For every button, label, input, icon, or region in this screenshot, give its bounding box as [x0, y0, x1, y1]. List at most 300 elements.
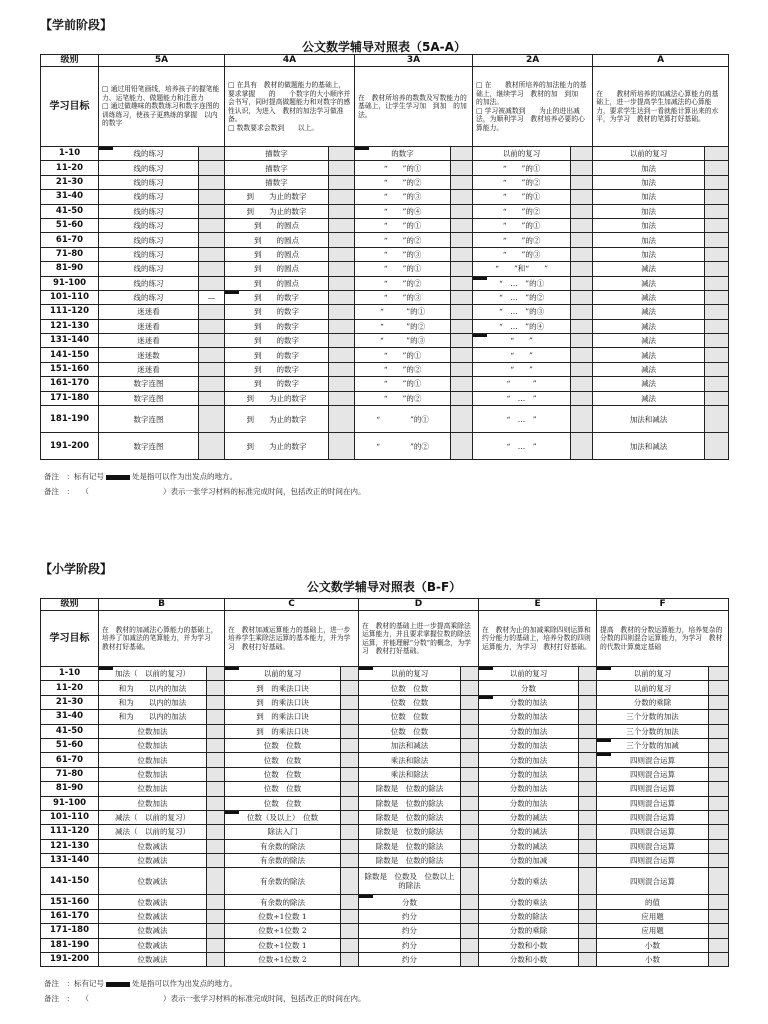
time-cell: [341, 909, 359, 923]
time-cell: [461, 767, 479, 781]
goal-f: 提高 教材的分数运算能力，培养复杂的分数的四则混合运算能力，为学习 教材的代数计算奠定基础: [597, 611, 729, 667]
time-cell: [329, 391, 355, 405]
content-cell: 到 的数字: [225, 348, 329, 362]
level-cell: 121-130: [41, 839, 99, 853]
content-cell: 分数的加法: [479, 753, 579, 767]
col-header-b: B: [99, 599, 225, 611]
time-cell: [579, 724, 597, 738]
time-cell: [199, 218, 225, 232]
content-cell: “ ”的①: [355, 406, 451, 433]
time-cell: [579, 895, 597, 909]
table-row: [41, 348, 729, 362]
note-time-text-b: ）表示一张学习材料的标准完成时间，包括改正的时间在内。: [163, 994, 366, 1003]
content-cell: 加法: [593, 247, 705, 261]
time-cell: [709, 839, 729, 853]
level-cell: 1-10: [41, 667, 99, 681]
time-cell: [451, 348, 473, 362]
time-cell: [199, 247, 225, 261]
content-cell: “ ”的②: [473, 175, 571, 189]
table-row: [41, 319, 729, 333]
content-cell: 以前的复习: [479, 667, 579, 681]
content-cell: 位数 位数: [225, 738, 341, 752]
content-cell: 加法和减法: [593, 433, 705, 460]
goal-row: [41, 611, 729, 667]
time-cell: [199, 433, 225, 460]
content-cell: 分数的加法: [479, 724, 579, 738]
content-cell: 数字连图: [99, 433, 199, 460]
table-row: [41, 938, 729, 952]
time-cell: [705, 334, 729, 348]
table-row: [41, 854, 729, 868]
time-cell: [329, 348, 355, 362]
content-cell: 到 的圆点: [225, 276, 329, 290]
content-cell: 四则混合运算: [597, 854, 709, 868]
note-time: [44, 486, 366, 497]
time-cell: [199, 319, 225, 333]
time-cell: [571, 290, 593, 304]
time-cell: [451, 247, 473, 261]
content-cell: 到 的乘法口诀: [225, 681, 341, 695]
col-header-d: D: [359, 599, 479, 611]
time-cell: [451, 305, 473, 319]
content-cell: 除数是 位数的除法: [359, 854, 461, 868]
content-cell: “ ”的③: [355, 334, 451, 348]
content-cell: 位数 位数: [225, 753, 341, 767]
content-cell: 到 为止的数字: [225, 204, 329, 218]
level-cell: 131-140: [41, 334, 99, 348]
content-cell: “ … ”的③: [473, 305, 571, 319]
checkbox-icon: □: [102, 85, 111, 94]
content-cell: 加法: [593, 190, 705, 204]
note-time-2: [44, 993, 366, 1004]
time-cell: [207, 667, 225, 681]
content-cell: 减法: [593, 262, 705, 276]
level-cell: 61-70: [41, 753, 99, 767]
level-header: 级别: [41, 599, 99, 611]
time-cell: [461, 839, 479, 853]
content-cell: 分数和小数: [479, 953, 579, 967]
content-cell: 位数÷1位数 2: [225, 924, 341, 938]
content-cell: 位数减法: [99, 839, 207, 853]
time-cell: [451, 262, 473, 276]
content-cell: 减法: [593, 348, 705, 362]
time-cell: [461, 710, 479, 724]
time-cell: [341, 695, 359, 709]
time-cell: [461, 796, 479, 810]
table-row: [41, 839, 729, 853]
content-cell: 约分: [359, 938, 461, 952]
time-cell: [709, 810, 729, 824]
table-row: [41, 433, 729, 460]
content-cell: 分数的减法: [479, 810, 579, 824]
time-cell: [571, 276, 593, 290]
time-cell: [705, 233, 729, 247]
level-cell: 161-170: [41, 909, 99, 923]
content-cell: 位数加法: [99, 738, 207, 752]
content-cell: 加法: [593, 175, 705, 189]
time-cell: [579, 868, 597, 895]
time-cell: [579, 695, 597, 709]
time-cell: [571, 204, 593, 218]
content-cell: 位数 位数: [359, 724, 461, 738]
checkbox-icon: □: [228, 123, 237, 132]
time-cell: [579, 854, 597, 868]
time-cell: [207, 924, 225, 938]
col-header-5a: 5A: [99, 55, 225, 67]
level-cell: 51-60: [41, 218, 99, 232]
time-cell: [571, 147, 593, 161]
time-cell: [571, 362, 593, 376]
content-cell: 迷迷数: [99, 348, 199, 362]
table-row: [41, 825, 729, 839]
table-row: [41, 406, 729, 433]
time-cell: [207, 695, 225, 709]
content-cell: 四则混合运算: [597, 825, 709, 839]
time-cell: [579, 710, 597, 724]
table-row: [41, 753, 729, 767]
note-time-text-b: ）表示一张学习材料的标准完成时间，包括改正的时间在内。: [163, 487, 366, 496]
time-cell: [341, 953, 359, 967]
content-cell: 小数: [597, 938, 709, 952]
level-cell: 91-100: [41, 796, 99, 810]
level-cell: 111-120: [41, 825, 99, 839]
level-cell: 1-10: [41, 147, 99, 161]
time-cell: [571, 233, 593, 247]
content-cell: 有余数的除法: [225, 839, 341, 853]
time-cell: [451, 334, 473, 348]
time-cell: [451, 391, 473, 405]
time-cell: [199, 305, 225, 319]
content-cell: 到 的数字: [225, 334, 329, 348]
content-cell: “ ”: [473, 348, 571, 362]
content-cell: 四则混合运算: [597, 796, 709, 810]
time-cell: [341, 839, 359, 853]
table-row: [41, 724, 729, 738]
time-cell: [199, 233, 225, 247]
stage-label-primary: 【小学阶段】: [40, 562, 113, 576]
level-cell: 181-190: [41, 938, 99, 952]
table-row: [41, 681, 729, 695]
time-cell: [461, 938, 479, 952]
content-cell: 分数的除法: [479, 909, 579, 923]
time-cell: [341, 868, 359, 895]
table-row: [41, 953, 729, 967]
checkbox-icon: □: [476, 106, 485, 115]
content-cell: 加法和减法: [359, 738, 461, 752]
time-cell: [571, 406, 593, 433]
content-cell: 除数是 位数的除法: [359, 810, 461, 824]
content-cell: 减法: [593, 391, 705, 405]
content-cell: 减法: [593, 377, 705, 391]
content-cell: “ ”的①: [355, 218, 451, 232]
content-cell: 位数减法: [99, 895, 207, 909]
content-cell: “ ”: [473, 362, 571, 376]
time-cell: —: [199, 290, 225, 304]
content-cell: 除数是 位数及 位数以上的除法: [359, 868, 461, 895]
time-cell: [705, 175, 729, 189]
time-cell: [709, 924, 729, 938]
content-cell: 和为 以内的加法: [99, 681, 207, 695]
note-start-marker-2: [44, 978, 237, 989]
level-cell: 71-80: [41, 247, 99, 261]
content-cell: 乘法和除法: [359, 753, 461, 767]
content-cell: “ ”的①: [355, 348, 451, 362]
time-cell: [705, 290, 729, 304]
level-cell: 31-40: [41, 190, 99, 204]
time-cell: [207, 753, 225, 767]
content-cell: 和为 以内的加法: [99, 695, 207, 709]
table-row: [41, 204, 729, 218]
time-cell: [207, 938, 225, 952]
content-cell: 减法（ 以前的复习）: [99, 810, 207, 824]
content-cell: 位数加法: [99, 724, 207, 738]
time-cell: [329, 305, 355, 319]
goal-d: 在 教材的基础上进一步提高乘除法运算能力，并且要求掌握位数的除法运算，并能理解“分数”的概念，为学习 教材打好基础。: [359, 611, 479, 667]
time-cell: [207, 767, 225, 781]
time-cell: [451, 319, 473, 333]
time-cell: [207, 724, 225, 738]
goal-3a: 在 教材所培养的数数及写数能力的基础上，让学生学习加 到加 的加法。: [355, 67, 473, 147]
content-cell: “ ”的②: [355, 233, 451, 247]
time-cell: [709, 825, 729, 839]
time-cell: [341, 667, 359, 681]
content-cell: “ ”的①: [355, 262, 451, 276]
content-cell: 位数 位数: [359, 710, 461, 724]
time-cell: [329, 204, 355, 218]
content-cell: 线的练习: [99, 233, 199, 247]
time-cell: [571, 334, 593, 348]
time-cell: [207, 909, 225, 923]
content-cell: 减法: [593, 276, 705, 290]
level-cell: 181-190: [41, 406, 99, 433]
content-cell: 三个分数的加法: [597, 710, 709, 724]
time-cell: [329, 247, 355, 261]
time-cell: [329, 290, 355, 304]
time-cell: [329, 362, 355, 376]
time-cell: [571, 319, 593, 333]
content-cell: 分数和小数: [479, 938, 579, 952]
time-cell: [709, 724, 729, 738]
table-title-5a-a: 公文数学辅导对照表（5A-A）: [302, 40, 466, 54]
time-cell: [461, 924, 479, 938]
content-cell: 位数减法: [99, 909, 207, 923]
content-cell: “ ”的②: [355, 276, 451, 290]
content-cell: 约分: [359, 953, 461, 967]
time-cell: [461, 695, 479, 709]
content-cell: 到 的圆点: [225, 218, 329, 232]
content-cell: 分数的加法: [479, 796, 579, 810]
level-cell: 81-90: [41, 782, 99, 796]
table-row: [41, 218, 729, 232]
content-cell: 加法: [593, 161, 705, 175]
time-cell: [341, 825, 359, 839]
content-cell: 四则混合运算: [597, 839, 709, 853]
note-start-text-b: 处是指可以作为出发点的地方。: [132, 472, 237, 481]
content-cell: 位数 位数: [225, 782, 341, 796]
table-row: [41, 924, 729, 938]
time-cell: [709, 782, 729, 796]
content-cell: 分数的乘法: [479, 895, 579, 909]
time-cell: [705, 406, 729, 433]
content-cell: 位数减法: [99, 868, 207, 895]
time-cell: [341, 854, 359, 868]
time-cell: [709, 738, 729, 752]
time-cell: [329, 377, 355, 391]
content-cell: 位数减法: [99, 953, 207, 967]
time-cell: [705, 319, 729, 333]
level-cell: 31-40: [41, 710, 99, 724]
time-cell: [207, 825, 225, 839]
content-cell: 约分: [359, 924, 461, 938]
time-cell: [579, 767, 597, 781]
time-cell: [207, 953, 225, 967]
table-row: [41, 334, 729, 348]
level-cell: 11-20: [41, 681, 99, 695]
header-row: [41, 599, 729, 611]
time-cell: [579, 667, 597, 681]
level-cell: 111-120: [41, 305, 99, 319]
checkbox-icon: □: [476, 81, 485, 89]
content-cell: 以前的复习: [473, 147, 571, 161]
content-cell: 四则混合运算: [597, 767, 709, 781]
table-row: [41, 262, 729, 276]
time-cell: [709, 938, 729, 952]
content-cell: “ ”: [473, 377, 571, 391]
content-cell: 分数的加减: [479, 854, 579, 868]
content-cell: “ ”的②: [355, 175, 451, 189]
note-start-text-a: 备注 ：标有记号: [44, 979, 104, 988]
time-cell: [207, 681, 225, 695]
time-cell: [461, 909, 479, 923]
content-cell: 到 的乘法口诀: [225, 710, 341, 724]
content-cell: 到 的乘法口诀: [225, 695, 341, 709]
level-cell: 161-170: [41, 377, 99, 391]
time-cell: [199, 190, 225, 204]
col-header-c: C: [225, 599, 359, 611]
time-cell: [207, 854, 225, 868]
table-row: [41, 695, 729, 709]
content-cell: 分数的加法: [479, 782, 579, 796]
table-row: [41, 895, 729, 909]
table-row: [41, 290, 729, 304]
header-row: [41, 55, 729, 67]
content-cell: 位数 位数: [359, 681, 461, 695]
level-cell: 191-200: [41, 953, 99, 967]
content-cell: 减法: [593, 362, 705, 376]
content-cell: 分数的加法: [479, 738, 579, 752]
time-cell: [461, 724, 479, 738]
time-cell: [451, 161, 473, 175]
goal-e: 在 教材为止的加减乘除四则运算和约分能力的基础上，培养分数的四则运算能力，为学习 教材打好基础。: [479, 611, 597, 667]
content-cell: 到 的数字: [225, 319, 329, 333]
time-cell: [461, 895, 479, 909]
level-cell: 71-80: [41, 767, 99, 781]
time-cell: [341, 681, 359, 695]
content-cell: 到 为止的数字: [225, 406, 329, 433]
time-cell: [571, 391, 593, 405]
content-cell: 到 的圆点: [225, 247, 329, 261]
time-cell: [329, 276, 355, 290]
content-cell: “ ”的①: [355, 161, 451, 175]
note-start-marker: [44, 471, 237, 482]
col-header-3a: 3A: [355, 55, 473, 67]
time-cell: [329, 334, 355, 348]
note-start-text-b: 处是指可以作为出发点的地方。: [132, 979, 237, 988]
goal-b: 在 教材的加减法心算能力的基础上，培养了加减法的笔算能力，并为学习 教材打好基础。: [99, 611, 225, 667]
goal-4a: □ 在具有 教材的做题能力的基础上，要求掌握 的 个数字的大小顺序并会书写，同时提高做题能力和对数字的感性认识，为进入 教材的加法学习做准备。 □ 数数要求会数到 以上。: [225, 67, 355, 147]
content-cell: 减法: [593, 305, 705, 319]
table-title-b-f: 公文数学辅导对照表（B-F）: [306, 580, 462, 594]
content-cell: 分数的加法: [479, 710, 579, 724]
time-cell: [709, 710, 729, 724]
time-cell: [199, 204, 225, 218]
time-cell: [709, 953, 729, 967]
content-cell: 描数字: [225, 161, 329, 175]
time-cell: [199, 406, 225, 433]
content-cell: 数字连图: [99, 391, 199, 405]
time-cell: [341, 796, 359, 810]
time-cell: [199, 262, 225, 276]
time-cell: [461, 854, 479, 868]
content-cell: 线的练习: [99, 161, 199, 175]
time-cell: [341, 782, 359, 796]
time-cell: [705, 247, 729, 261]
content-cell: 位数减法: [99, 924, 207, 938]
level-cell: 151-160: [41, 895, 99, 909]
time-cell: [571, 262, 593, 276]
content-cell: 除数是 位数的除法: [359, 796, 461, 810]
level-cell: 21-30: [41, 175, 99, 189]
content-cell: “ ”的③: [473, 247, 571, 261]
table-row: [41, 796, 729, 810]
level-cell: 91-100: [41, 276, 99, 290]
content-cell: “ ”的②: [355, 319, 451, 333]
content-cell: 到 为止的数字: [225, 391, 329, 405]
time-cell: [341, 895, 359, 909]
time-cell: [329, 190, 355, 204]
time-cell: [579, 909, 597, 923]
content-cell: “ … ”: [473, 391, 571, 405]
table-row: [41, 710, 729, 724]
content-cell: 分数的减法: [479, 825, 579, 839]
time-cell: [451, 290, 473, 304]
time-cell: [709, 868, 729, 895]
time-cell: [461, 825, 479, 839]
time-cell: [709, 895, 729, 909]
table-row: [41, 190, 729, 204]
time-cell: [451, 190, 473, 204]
content-cell: 位数加法: [99, 753, 207, 767]
time-cell: [705, 161, 729, 175]
time-cell: [341, 738, 359, 752]
content-cell: 到 的数字: [225, 377, 329, 391]
content-cell: 小数: [597, 953, 709, 967]
time-cell: [461, 782, 479, 796]
time-cell: [579, 681, 597, 695]
content-cell: 除数是 位数的除法: [359, 825, 461, 839]
table-row: [41, 175, 729, 189]
time-cell: [579, 782, 597, 796]
time-cell: [461, 738, 479, 752]
time-cell: [341, 924, 359, 938]
time-cell: [571, 247, 593, 261]
table-row: [41, 305, 729, 319]
time-cell: [705, 377, 729, 391]
level-cell: 171-180: [41, 924, 99, 938]
time-cell: [341, 753, 359, 767]
content-cell: “ ”的③: [355, 247, 451, 261]
time-cell: [207, 796, 225, 810]
